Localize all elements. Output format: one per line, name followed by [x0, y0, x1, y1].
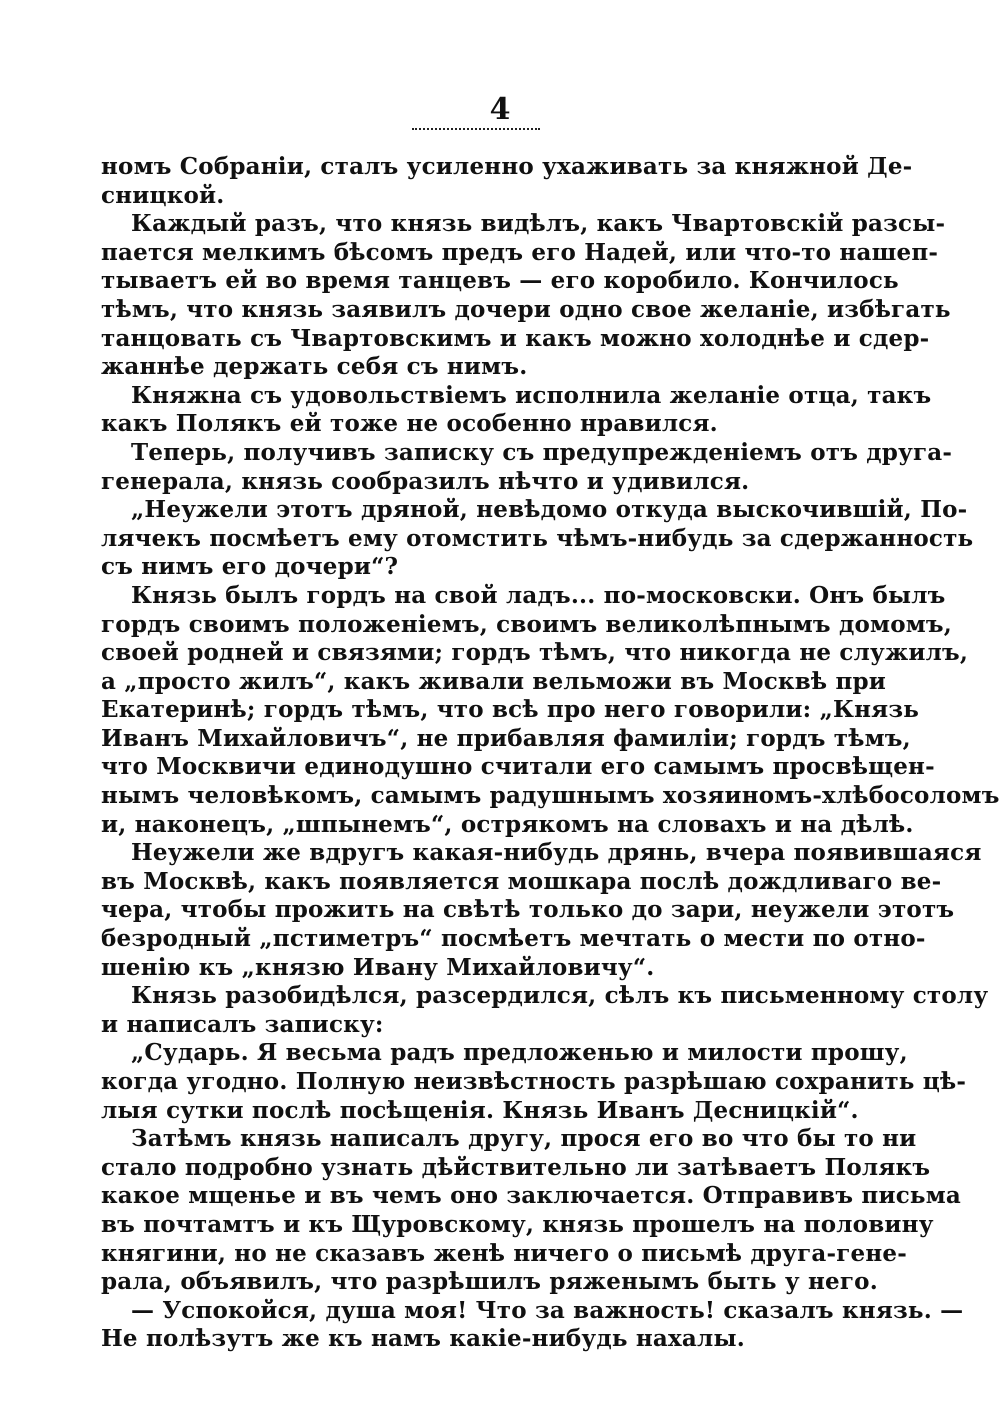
text-line: лячекъ посмѣетъ ему отомстить чѣмъ-нибудь за сдержанность — [101, 524, 974, 552]
text-line: Князь былъ гордъ на свой ладъ... по-московски. Онъ былъ — [131, 581, 946, 609]
text-line: чера, чтобы прожить на свѣтѣ только до зари, неужели этотъ — [101, 896, 955, 924]
text-line: стало подробно узнать дѣйствительно ли затѣваетъ Полякъ — [101, 1153, 931, 1181]
text-line: Не полѣзутъ же къ намъ какіе-нибудь нахалы. — [101, 1325, 745, 1353]
text-line: съ нимъ его дочери“? — [101, 553, 399, 581]
text-line: жаннѣе держать себя съ нимъ. — [101, 353, 528, 381]
text-line: „Сударь. Я весьма радъ предложенью и милости прошу, — [131, 1039, 908, 1067]
text-line: Екатеринѣ; гордъ тѣмъ, что всѣ про него говорили: „Князь — [101, 696, 920, 724]
text-line: рала, объявилъ, что разрѣшилъ ряженымъ быть у него. — [101, 1268, 878, 1296]
text-line: тываетъ ей во время танцевъ — его коробило. Кончилось — [101, 267, 899, 295]
text-line: въ Москвѣ, какъ появляется мошкара послѣ дождливаго ве- — [101, 867, 942, 895]
text-line: танцовать съ Чвартовскимъ и какъ можно холоднѣе и сдер- — [101, 324, 930, 352]
text-line: номъ Собраніи, сталъ усиленно ухаживать за княжной Де- — [101, 153, 913, 180]
text-line: когда угодно. Полную неизвѣстность разрѣшаю сохранить цѣ- — [101, 1068, 967, 1095]
text-body — [101, 153, 1000, 1354]
text-line: тѣмъ, что князь заявилъ дочери одно свое желаніе, избѣгать — [101, 295, 951, 323]
text-line: генерала, князь сообразилъ нѣчто и удивился. — [101, 467, 750, 495]
text-line: безродный „пстиметръ“ посмѣетъ мечтать о мести по отно- — [101, 925, 926, 953]
text-line: Неужели же вдругъ какая-нибудь дрянь, вчера появившаяся — [131, 839, 982, 867]
text-line: шенію къ „князю Ивану Михайловичу“. — [101, 953, 655, 981]
text-line: Княжна съ удовольствіемъ исполнила желаніе отца, такъ — [131, 381, 932, 409]
text-line: сницкой. — [101, 181, 225, 209]
text-line: гордъ своимъ положеніемъ, своимъ великолѣпнымъ домомъ, — [101, 610, 952, 638]
text-line: нымъ человѣкомъ, самымъ радушнымъ хозяиномъ-хлѣбосоломъ — [101, 782, 1000, 810]
text-line: какъ Полякъ ей тоже не особенно нравился. — [101, 410, 718, 438]
text-line: Теперь, получивъ записку съ предупрежденіемъ отъ друга- — [131, 438, 953, 466]
page-number: 4 — [489, 92, 511, 127]
text-line: Затѣмъ князь написалъ другу, прося его во что бы то ни — [131, 1125, 917, 1153]
text-line: въ почтамтъ и къ Щуровскому, князь прошелъ на половину — [101, 1210, 934, 1238]
text-line: а „просто жилъ“, какъ живали вельможи въ Москвѣ при — [101, 667, 887, 695]
text-line: — Успокойся, душа моя! Что за важность! сказалъ князь. — — [131, 1296, 964, 1324]
text-line: Каждый разъ, что князь видѣлъ, какъ Чвартовскій разсы- — [131, 210, 946, 238]
text-line: лыя сутки послѣ посѣщенія. Князь Иванъ Десницкій“. — [101, 1096, 859, 1124]
text-line: княгини, но не сказавъ женѣ ничего о письмѣ друга-гене- — [101, 1239, 907, 1267]
text-line: какое мщенье и въ чемъ оно заключается. Отправивъ письма — [101, 1182, 961, 1210]
header-rule — [412, 128, 540, 130]
text-line: своей родней и связями; гордъ тѣмъ, что никогда не служилъ, — [101, 639, 969, 667]
text-line: Иванъ Михайловичъ“, не прибавляя фамиліи; гордъ тѣмъ, — [101, 724, 911, 752]
text-line: „Неужели этотъ дряной, невѣдомо откуда выскочившій, По- — [131, 496, 968, 524]
text-line: Князь разобидѣлся, разсердился, сѣлъ къ письменному столу — [131, 982, 989, 1010]
text-line: что Москвичи единодушно считали его самымъ просвѣщен- — [101, 753, 935, 781]
text-line: пается мелкимъ бѣсомъ предъ его Надей, или что-то нашеп- — [101, 238, 939, 266]
text-line: и, наконецъ, „шпынемъ“, острякомъ на словахъ и на дѣлѣ. — [101, 810, 914, 838]
text-line: и написалъ записку: — [101, 1010, 384, 1038]
